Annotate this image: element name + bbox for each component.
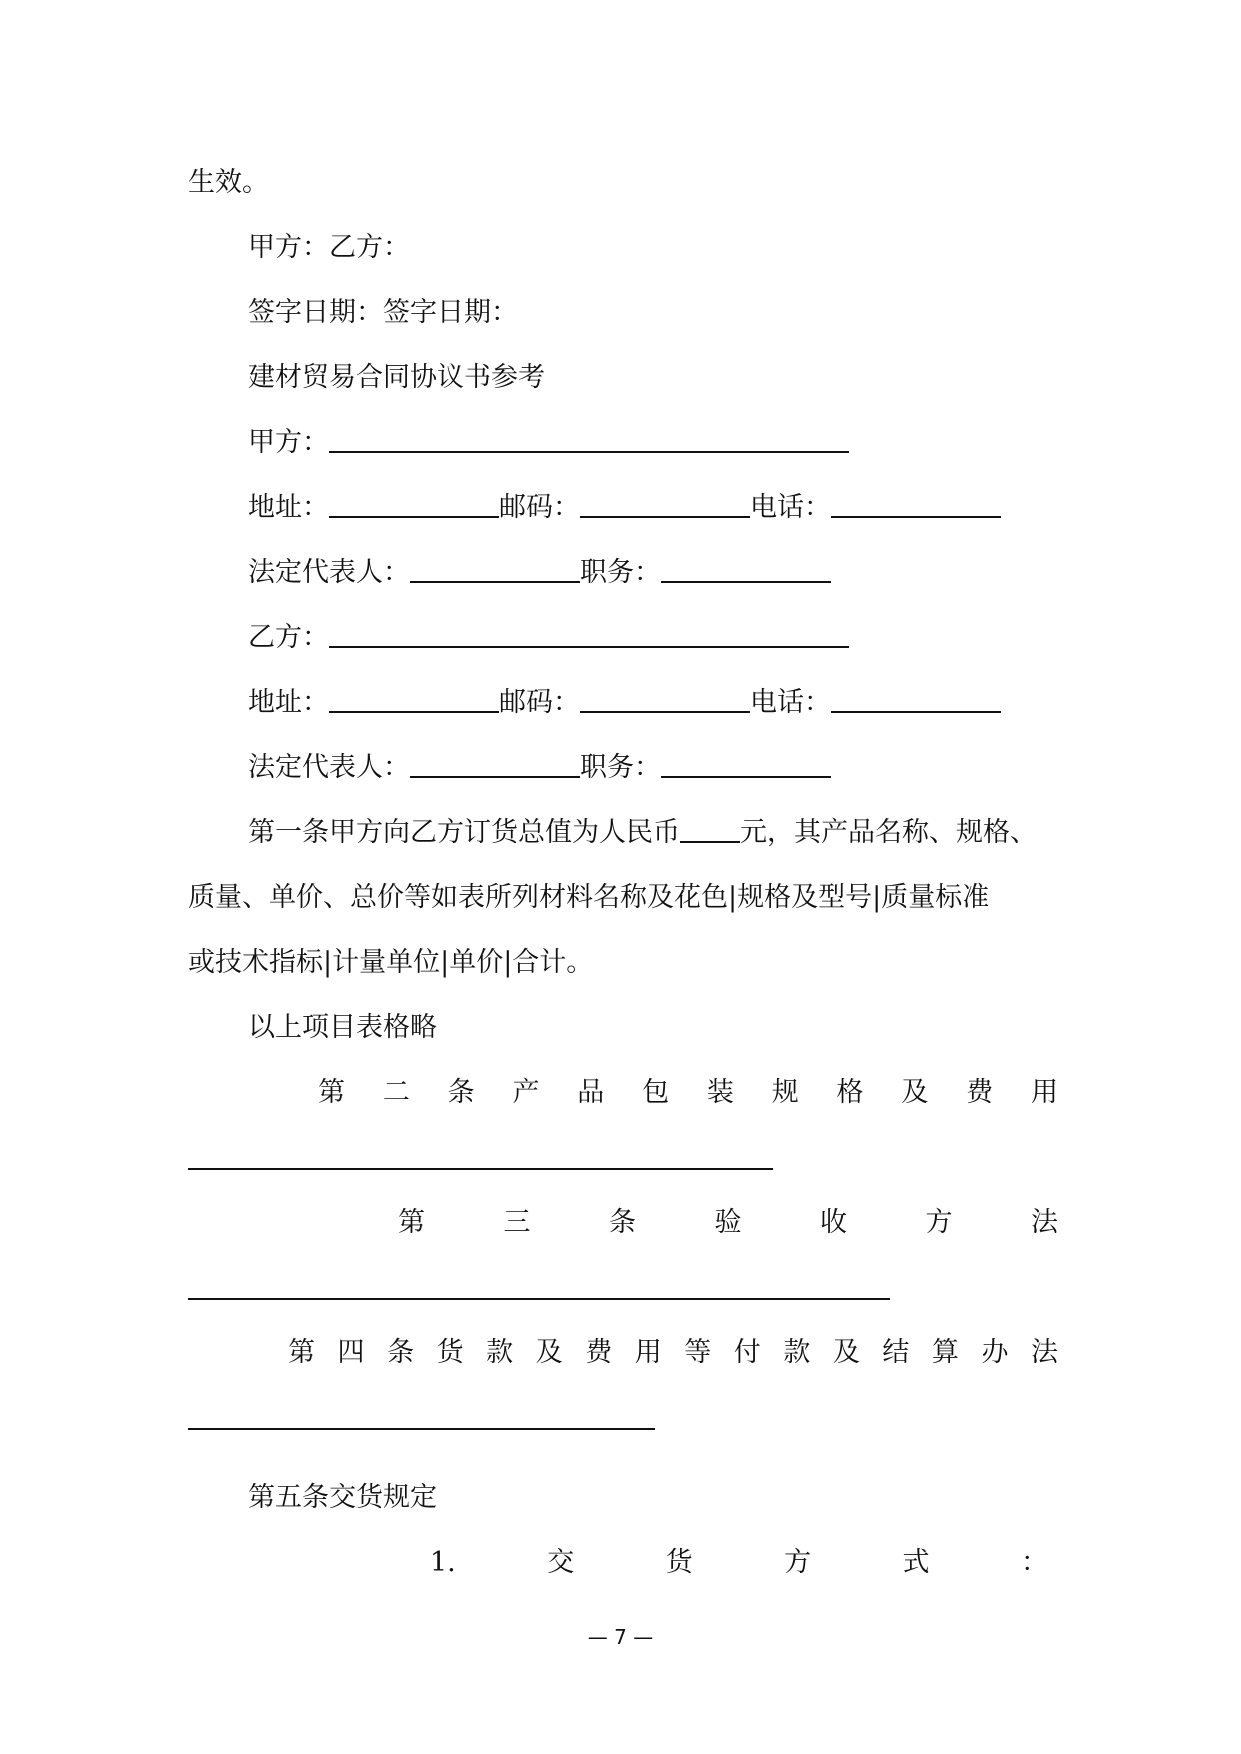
fill-blank — [680, 813, 740, 843]
fill-blank — [831, 683, 1001, 713]
heading-char: 产 — [512, 1077, 540, 1108]
article-1-text: 第一条甲方向乙方订货总值为人民币 — [248, 817, 680, 848]
heading-char: 方 — [784, 1547, 812, 1578]
heading-char: 包 — [642, 1077, 670, 1108]
article-5-heading: 第五条交货规定 — [248, 1482, 437, 1513]
heading-char: 款 — [783, 1337, 811, 1368]
heading-char: 款 — [486, 1337, 514, 1368]
heading-char: 式 — [902, 1547, 930, 1578]
heading-char: 方 — [925, 1207, 953, 1238]
heading-char: 法 — [1030, 1337, 1058, 1368]
heading-char: 用 — [1030, 1077, 1058, 1108]
heading-char: 收 — [820, 1207, 847, 1238]
party-a-contact-line — [248, 488, 1058, 528]
heading-char: 等 — [684, 1337, 712, 1368]
title-label: 职务： — [580, 557, 661, 588]
page-number: — 7 — — [587, 1625, 654, 1649]
heading-char: 及 — [832, 1337, 860, 1368]
text-line: 生效。 — [188, 167, 269, 198]
text-line: 甲方：乙方： — [248, 232, 410, 263]
fill-blank — [329, 618, 849, 648]
fill-blank — [580, 488, 750, 518]
heading-char: 条 — [447, 1077, 475, 1108]
phone-label: 电话： — [750, 492, 831, 523]
heading-char: 三 — [503, 1207, 531, 1238]
heading-char: 付 — [733, 1337, 761, 1368]
contract-title: 建材贸易合同协议书参考 — [248, 362, 545, 393]
address-label: 地址： — [248, 492, 329, 523]
rep-label: 法定代表人： — [248, 557, 410, 588]
party-a-rep-line — [248, 553, 1058, 593]
fill-blank — [329, 683, 499, 713]
heading-char: 格 — [836, 1077, 864, 1108]
fill-blank — [661, 748, 831, 778]
fill-rule — [188, 1298, 890, 1300]
heading-char: 费 — [585, 1337, 613, 1368]
article-1-line-1 — [248, 813, 1058, 853]
heading-char: 第 — [398, 1207, 425, 1238]
party-b-contact-line — [248, 683, 1058, 723]
heading-char: 品 — [577, 1077, 605, 1108]
heading-char: 第 — [288, 1337, 315, 1368]
heading-char: 规 — [771, 1077, 799, 1108]
party-b-label: 乙方： — [248, 622, 329, 653]
phone-label: 电话： — [750, 687, 831, 718]
table-omitted-note: 以上项目表格略 — [248, 1012, 437, 1043]
heading-char: 交 — [547, 1547, 575, 1578]
postcode-label: 邮码： — [499, 492, 580, 523]
heading-char: 第 — [318, 1077, 345, 1108]
text-line: 签字日期：签字日期： — [248, 297, 518, 328]
fill-rule — [188, 1168, 773, 1170]
party-a-label: 甲方： — [248, 427, 329, 458]
heading-char: 条 — [387, 1337, 415, 1368]
article-1-line-3: 或技术指标|计量单位|单价|合计。 — [188, 947, 594, 978]
fill-blank — [329, 488, 499, 518]
heading-char: 及 — [535, 1337, 563, 1368]
rep-label: 法定代表人： — [248, 752, 410, 783]
heading-char: 算 — [931, 1337, 959, 1368]
heading-char: 办 — [981, 1337, 1009, 1368]
fill-blank — [661, 553, 831, 583]
fill-blank — [580, 683, 750, 713]
heading-char: 货 — [665, 1547, 693, 1578]
heading-char: 装 — [706, 1077, 734, 1108]
heading-char: 及 — [901, 1077, 929, 1108]
fill-blank — [410, 553, 580, 583]
heading-char: 二 — [382, 1077, 410, 1108]
fill-rule — [188, 1428, 655, 1430]
heading-char: 货 — [436, 1337, 464, 1368]
heading-char: 1. — [430, 1547, 456, 1578]
heading-char: 结 — [882, 1337, 910, 1368]
address-label: 地址： — [248, 687, 329, 718]
article-1-line-2: 质量、单价、总价等如表所列材料名称及花色|规格及型号|质量标准 — [188, 882, 990, 913]
fill-blank — [831, 488, 1001, 518]
heading-char: 费 — [966, 1077, 994, 1108]
title-label: 职务： — [580, 752, 661, 783]
fill-blank — [329, 423, 849, 453]
article-2-heading — [318, 1073, 1058, 1113]
fill-blank — [410, 748, 580, 778]
party-b-line — [248, 618, 1058, 658]
article-3-heading — [398, 1203, 1058, 1243]
heading-char: ： — [1020, 1547, 1048, 1578]
heading-char: 四 — [337, 1337, 365, 1368]
heading-char: 用 — [634, 1337, 662, 1368]
article-4-heading — [288, 1333, 1058, 1373]
party-a-line — [248, 423, 1058, 463]
article-1-text: 元，其产品名称、规格、 — [740, 817, 1037, 848]
heading-char: 条 — [609, 1207, 636, 1238]
item-1-heading — [430, 1543, 1048, 1583]
postcode-label: 邮码： — [499, 687, 580, 718]
party-b-rep-line — [248, 748, 1058, 788]
heading-char: 验 — [714, 1207, 742, 1238]
heading-char: 法 — [1031, 1207, 1058, 1238]
